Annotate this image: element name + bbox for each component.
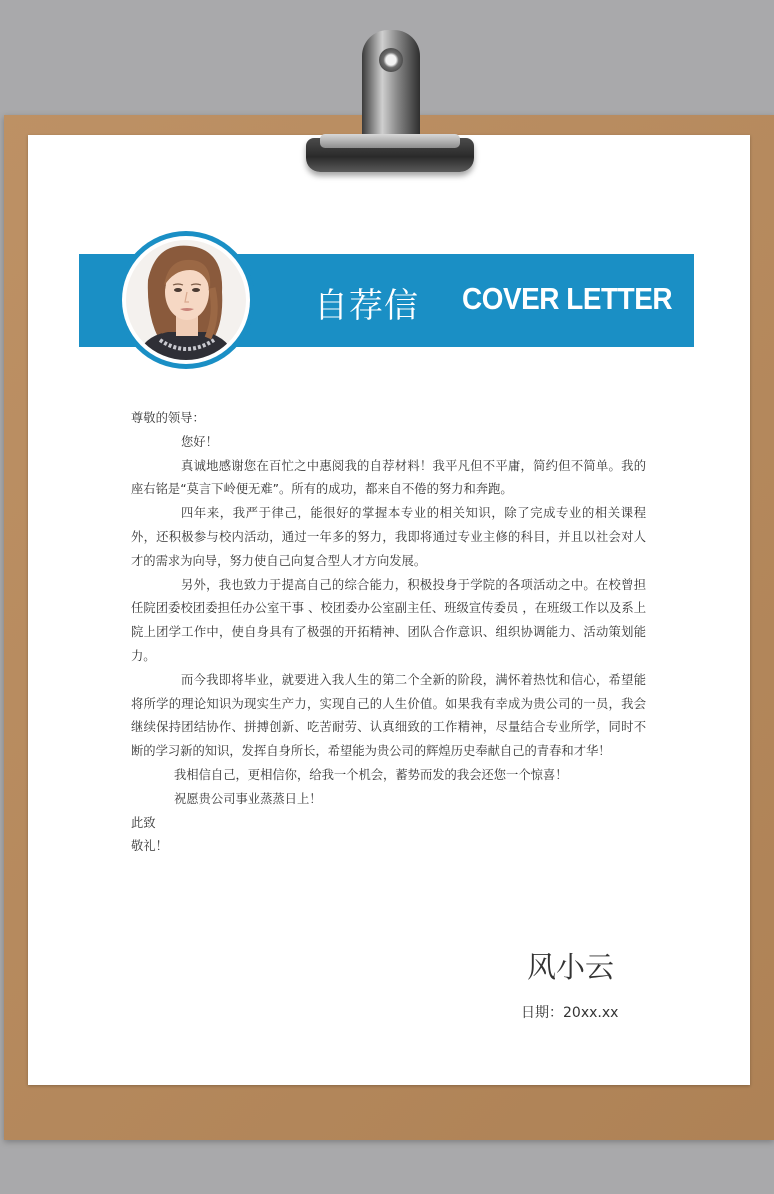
sign-off-1: 此致 bbox=[131, 815, 156, 830]
paragraph-2: 四年来，我严于律己，能很好的掌握本专业的相关知识，除了完成专业的相关课程外，还积极参与校内活动，通过一年多的努力，我即将通过专业主修的科目，并且以社会对人才的需求为向导，努力使自己向复合型人才方向发展。 bbox=[131, 506, 646, 568]
title-chinese: 自荐信 bbox=[314, 286, 419, 326]
title-english: COVER LETTER bbox=[462, 281, 673, 316]
closing-line-1: 我相信自己，更相信你，给我一个机会，蓄势而发的我会还您一个惊喜！ bbox=[174, 767, 568, 782]
clip-hole bbox=[379, 48, 403, 72]
signature-date: 日期：20xx.xx bbox=[521, 1005, 619, 1021]
paragraph-4: 而今我即将毕业，就要进入我人生的第二个全新的阶段，满怀着热忱和信心，希望能将所学的理论知识为现实生产力，实现自己的人生价值。如果我有幸成为贵公司的一员，我会继续保持团结协作、拼搏创新、吃苦耐劳、认真细致的工作精神，尽量结合专业所学，同时不断的学习新的知识，发挥自身所长，希望能为贵公司的辉煌历史奉献自己的青春和才华！ bbox=[131, 672, 646, 759]
greeting: 您好！ bbox=[181, 434, 218, 449]
letter-body bbox=[131, 407, 646, 859]
sign-off-2: 敬礼！ bbox=[131, 839, 168, 854]
clip-arm bbox=[362, 30, 420, 142]
paragraph-1: 真诚地感谢您在百忙之中惠阅我的自荐材料！我平凡但不平庸，简约但不简单。我的座右铭是“莫言下岭便无难”。所有的成功，都来自不倦的努力和奔跑。 bbox=[131, 458, 646, 497]
avatar bbox=[122, 236, 250, 364]
closing-line-2: 祝愿贵公司事业蒸蒸日上！ bbox=[174, 791, 322, 806]
portrait-photo bbox=[126, 240, 246, 360]
paragraph-3: 另外，我也致力于提高自己的综合能力，积极投身于学院的各项活动之中。在校曾担任院团委校团委担任办公室干事 、校团委办公室副主任、班级宣传委员 ，在班级工作以及系上院上团学工作中，使自身具有了极强的开拓精神、团队合作意识、组织协调能力、活动策划能力。 bbox=[131, 577, 646, 663]
clip-lip bbox=[320, 134, 460, 148]
signature-name: 风小云 bbox=[527, 950, 615, 984]
salutation: 尊敬的领导： bbox=[131, 411, 205, 425]
